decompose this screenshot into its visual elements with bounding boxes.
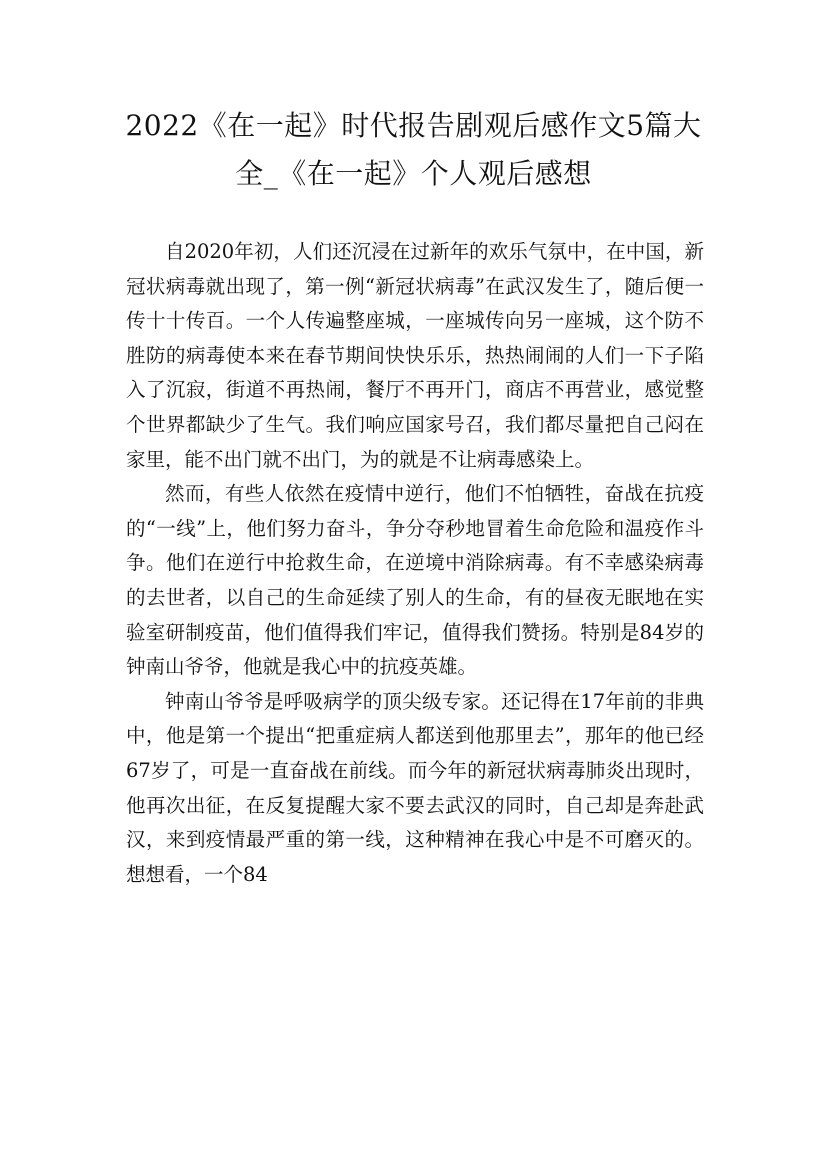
paragraph-2: 然而，有些人依然在疫情中逆行，他们不怕牺牲，奋战在抗疫的“一线”上，他们努力奋斗，争分夺秒地冒着生命危险和温疫作斗争。他们在逆行中抢救生命，在逆境中消除病毒。有不幸感染病毒的去世者，以自己的生命延续了别人的生命，有的昼夜无眠地在实验室研制疫苗，他们值得我们牢记，值得我们赞扬。特别是84岁的钟南山爷爷，他就是我心中的抗疫英雄。 bbox=[126, 482, 704, 679]
document-title: 2022《在一起》时代报告剧观后感作文5篇大全_《在一起》个人观后感想 bbox=[125, 109, 702, 190]
paragraph-3: 钟南山爷爷是呼吸病学的顶尖级专家。还记得在17年前的非典中，他是第一个提出“把重症病人都送到他那里去”，那年的他已经67岁了，可是一直奋战在前线。而今年的新冠状病毒肺炎出现时，他再次出征，在反复提醒大家不要去武汉的同时，自己却是奔赴武汉，来到疫情最严重的第一线，这种精神在我心中是不可磨灭的。想想看，一个84 bbox=[126, 689, 704, 886]
paragraph-1: 自2020年初，人们还沉浸在过新年的欢乐气氛中，在中国，新冠状病毒就出现了，第一例“新冠状病毒”在武汉发生了，随后便一传十十传百。一个人传遍整座城，一座城传向另一座城，这个防不胜防的病毒使本来在春节期间快快乐乐，热热闹闹的人们一下子陷入了沉寂，街道不再热闹，餐厅不再开门，商店不再营业，感觉整个世界都缺少了生气。我们响应国家号召，我们都尽量把自己闷在家里，能不出门就不出门，为的就是不让病毒感染上。 bbox=[126, 240, 704, 471]
document-body bbox=[126, 235, 704, 892]
